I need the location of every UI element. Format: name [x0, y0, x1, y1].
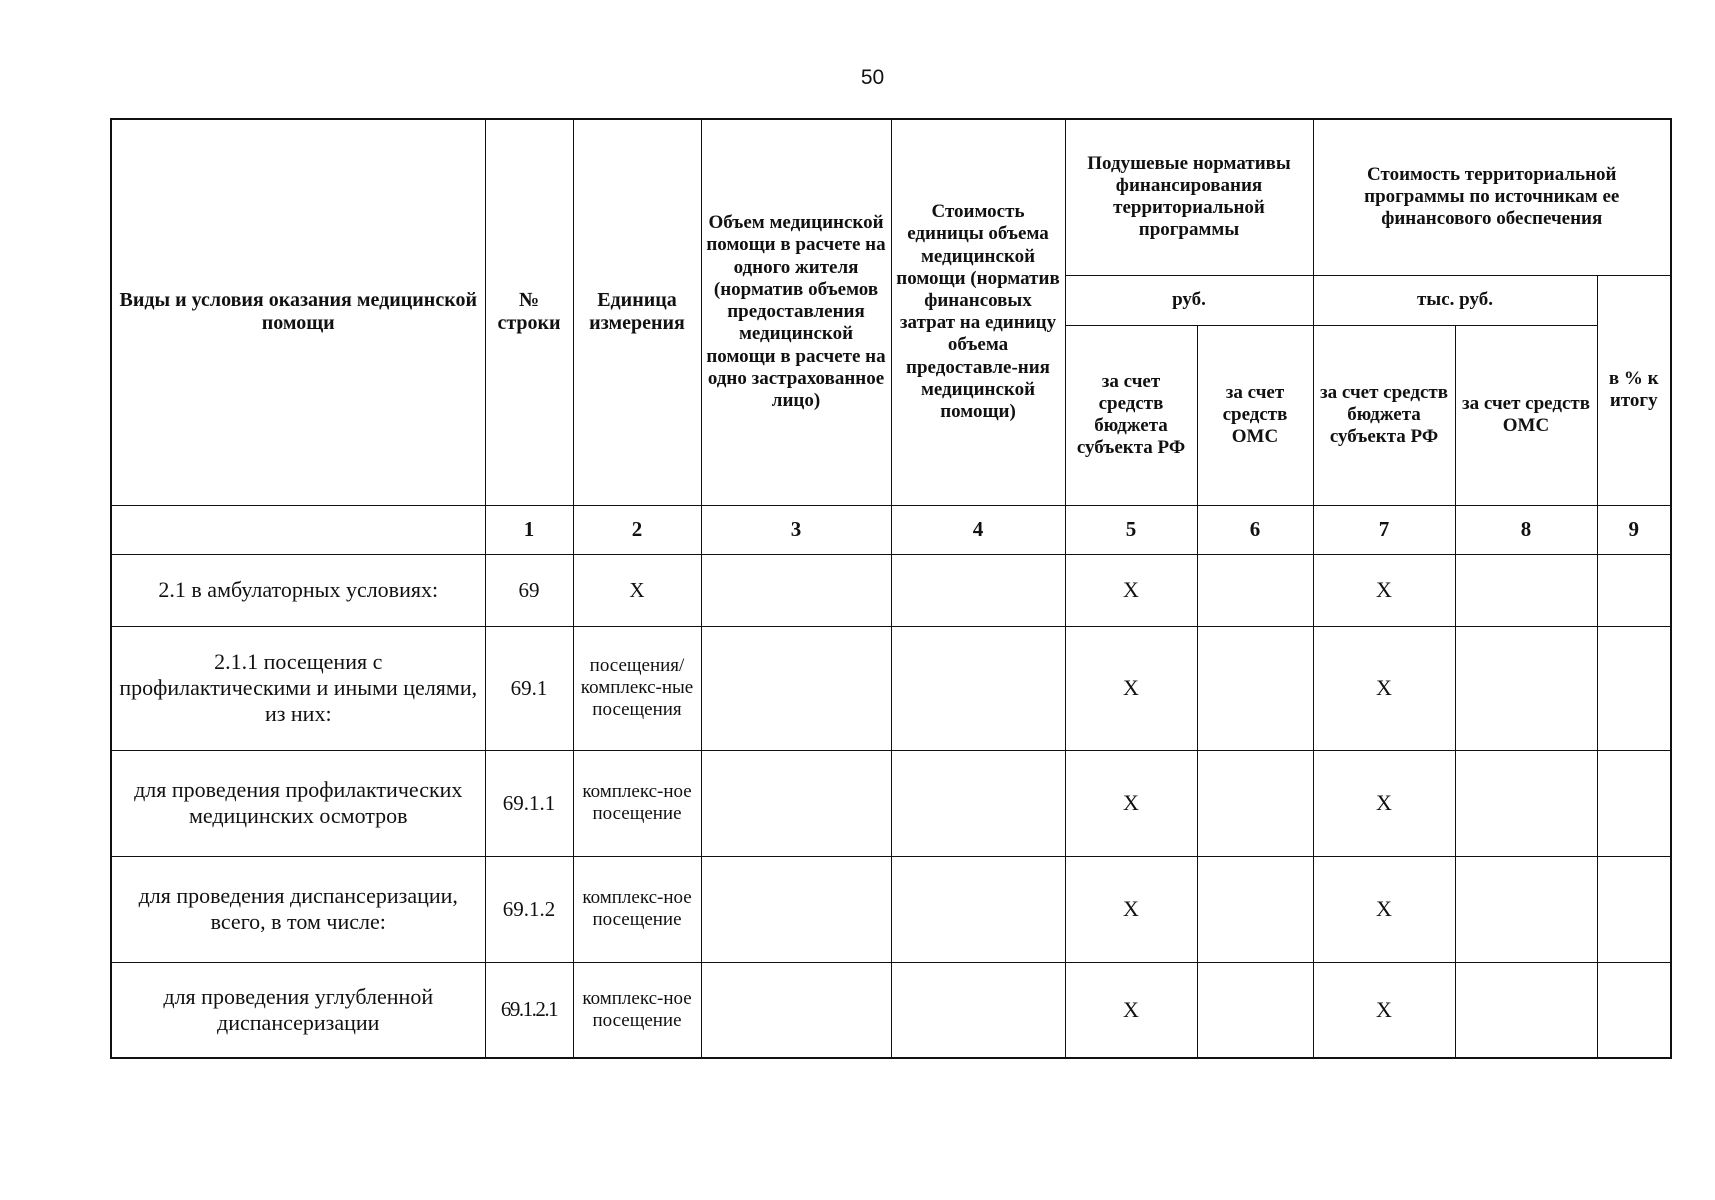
column-number: 8: [1455, 505, 1597, 554]
row-col9: [1597, 626, 1671, 750]
header-unit: Единица измерения: [573, 119, 701, 505]
row-col7: Х: [1313, 626, 1455, 750]
header-oms-8: за счет средств ОМС: [1455, 325, 1597, 505]
row-col4: [891, 626, 1065, 750]
row-col4: [891, 554, 1065, 626]
row-unit: комплекс-ное посещение: [573, 750, 701, 856]
header-cost: Стоимость единицы объема медицинской помощи (норматив финансовых затрат на единицу объема предоставле-ния медицинской помощи): [891, 119, 1065, 505]
row-col9: [1597, 750, 1671, 856]
row-col4: [891, 750, 1065, 856]
table-row: [111, 750, 1671, 856]
row-col5: Х: [1065, 856, 1197, 962]
row-label: для проведения углубленной диспансеризации: [111, 962, 485, 1058]
column-number-blank: [111, 505, 485, 554]
row-code: 69.1.2: [485, 856, 573, 962]
table-row: [111, 856, 1671, 962]
row-col6: [1197, 856, 1313, 962]
header-type: Виды и условия оказания медицинской помощи: [111, 119, 485, 505]
row-col4: [891, 962, 1065, 1058]
column-number: 9: [1597, 505, 1671, 554]
row-col5: Х: [1065, 626, 1197, 750]
row-col6: [1197, 750, 1313, 856]
row-col8: [1455, 750, 1597, 856]
row-col6: [1197, 962, 1313, 1058]
row-col9: [1597, 856, 1671, 962]
header-rub: руб.: [1065, 275, 1313, 325]
row-code: 69.1.1: [485, 750, 573, 856]
row-col8: [1455, 856, 1597, 962]
page-number: 50: [860, 66, 885, 89]
row-col8: [1455, 626, 1597, 750]
row-col8: [1455, 962, 1597, 1058]
row-col3: [701, 626, 891, 750]
header-budget-rf-5: за счет средств бюджета субъекта РФ: [1065, 325, 1197, 505]
row-col7: Х: [1313, 962, 1455, 1058]
row-label: 2.1.1 посещения с профилактическими и иными целями, из них:: [111, 626, 485, 750]
row-col5: Х: [1065, 962, 1197, 1058]
row-col5: Х: [1065, 554, 1197, 626]
column-number: 7: [1313, 505, 1455, 554]
row-col7: Х: [1313, 856, 1455, 962]
row-col5: Х: [1065, 750, 1197, 856]
row-col4: [891, 856, 1065, 962]
column-number: 5: [1065, 505, 1197, 554]
header-per-capita: Подушевые нормативы финансирования территориальной программы: [1065, 119, 1313, 275]
column-number: 2: [573, 505, 701, 554]
row-col9: [1597, 962, 1671, 1058]
row-col3: [701, 856, 891, 962]
row-col7: Х: [1313, 554, 1455, 626]
financing-table: [110, 118, 1672, 1059]
row-col3: [701, 554, 891, 626]
row-col3: [701, 962, 891, 1058]
header-budget-rf-7: за счет средств бюджета субъекта РФ: [1313, 325, 1455, 505]
column-number-row: [111, 505, 1671, 554]
column-number: 1: [485, 505, 573, 554]
column-number: 3: [701, 505, 891, 554]
row-code: 69.1: [485, 626, 573, 750]
row-unit: комплекс-ное посещение: [573, 856, 701, 962]
header-percent-total: в % к итогу: [1597, 275, 1671, 505]
row-code: 69: [485, 554, 573, 626]
header-row-no: № строки: [485, 119, 573, 505]
row-unit: Х: [573, 554, 701, 626]
row-col8: [1455, 554, 1597, 626]
row-label: для проведения профилактических медицинских осмотров: [111, 750, 485, 856]
table-row: [111, 962, 1671, 1058]
header-thousand-rub: тыс. руб.: [1313, 275, 1597, 325]
row-col6: [1197, 554, 1313, 626]
header-volume: Объем медицинской помощи в расчете на одного жителя (норматив объемов предоставления медицинской помощи в расчете на одно застрахованное лицо): [701, 119, 891, 505]
row-unit: посещения/ комплекс-ные посещения: [573, 626, 701, 750]
row-col9: [1597, 554, 1671, 626]
row-code: 69.1.2.1: [485, 962, 573, 1058]
row-unit: комплекс-ное посещение: [573, 962, 701, 1058]
column-number: 4: [891, 505, 1065, 554]
row-col7: Х: [1313, 750, 1455, 856]
row-label: 2.1 в амбулаторных условиях:: [111, 554, 485, 626]
table-row: [111, 554, 1671, 626]
header-oms-6: за счет средств ОМС: [1197, 325, 1313, 505]
header-program-cost: Стоимость территориальной программы по источникам ее финансового обеспечения: [1313, 119, 1671, 275]
row-label: для проведения диспансеризации, всего, в том числе:: [111, 856, 485, 962]
row-col6: [1197, 626, 1313, 750]
column-number: 6: [1197, 505, 1313, 554]
row-col3: [701, 750, 891, 856]
table-row: [111, 626, 1671, 750]
